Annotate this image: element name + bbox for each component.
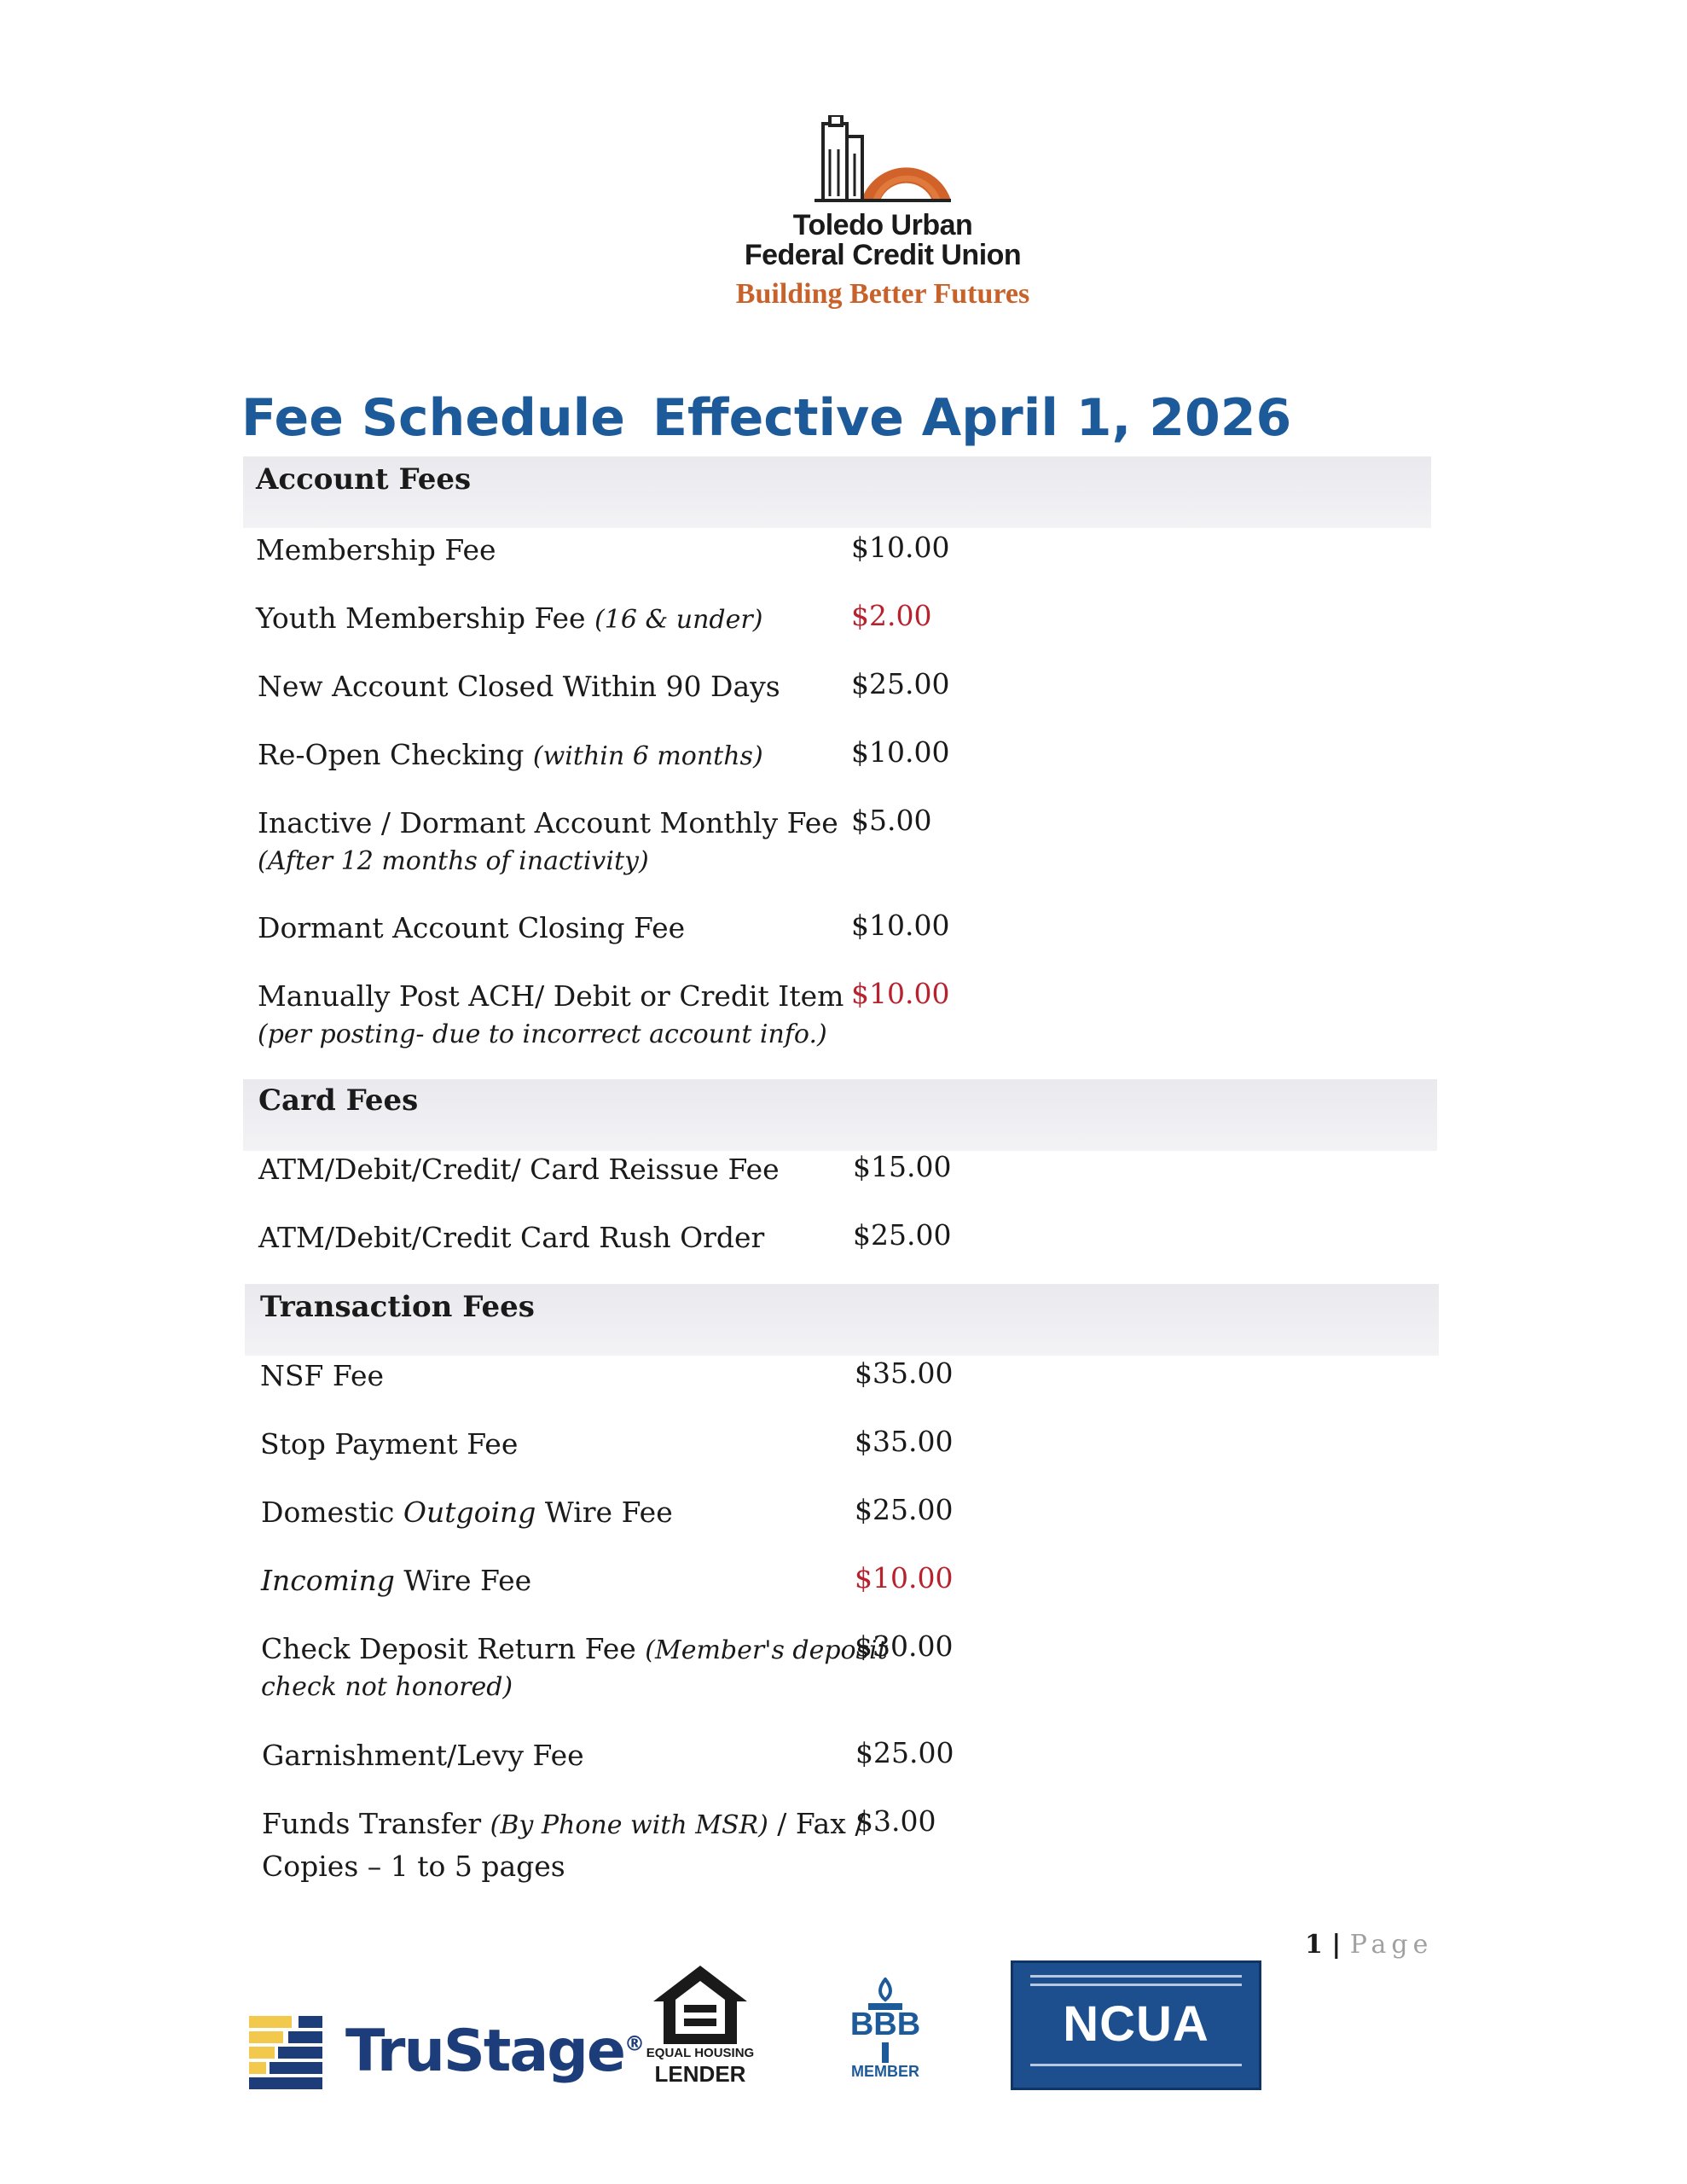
fee-label: Dormant Account Closing Fee: [258, 911, 686, 944]
fee-label: Funds Transfer (By Phone with MSR) / Fax /: [262, 1807, 865, 1840]
fee-label: Domestic Outgoing Wire Fee: [261, 1496, 673, 1529]
trustage-logo-text: TruStage®: [345, 2018, 644, 2085]
fee-amount: $10.00: [851, 977, 950, 1010]
fee-label: Membership Fee: [256, 533, 496, 566]
effective-date: Effective April 1, 2026: [652, 388, 1292, 448]
ncua-logo-text: NCUA: [1063, 1996, 1209, 2052]
fee-label: ATM/Debit/Credit/ Card Reissue Fee: [258, 1153, 780, 1186]
fee-label: Re-Open Checking (within 6 months): [258, 738, 763, 771]
org-name-line2: Federal Credit Union: [744, 239, 1022, 271]
fee-amount: $10.00: [851, 735, 950, 769]
section-heading-account: Account Fees: [256, 462, 472, 497]
fee-amount: $35.00: [855, 1425, 954, 1458]
fee-label: Check Deposit Return Fee (Member's deposit: [261, 1632, 888, 1665]
fee-note: check not honored): [261, 1672, 513, 1702]
bbb-logo-text: BBB: [849, 2007, 921, 2042]
fee-amount: $35.00: [855, 1356, 954, 1390]
section-band-card: [243, 1079, 1437, 1151]
fee-label: Stop Payment Fee: [260, 1427, 519, 1461]
fee-amount: $25.00: [853, 1218, 952, 1252]
fee-note: (per posting- due to incorrect account info.): [258, 1019, 827, 1049]
page-title: Fee Schedule: [241, 388, 625, 448]
fee-label: Inactive / Dormant Account Monthly Fee: [258, 806, 838, 839]
fee-label: Garnishment/Levy Fee: [262, 1739, 584, 1772]
fee-amount: $10.00: [851, 909, 950, 942]
fee-label-continued: Copies – 1 to 5 pages: [262, 1850, 565, 1883]
bbb-torch-stem: [882, 2042, 889, 2063]
ehl-line2: LENDER: [654, 2061, 746, 2087]
fee-amount: $25.00: [855, 1736, 954, 1769]
ncua-logo: [1011, 1960, 1261, 2090]
bbb-member-text: MEMBER: [851, 2063, 919, 2080]
fee-label: Youth Membership Fee (16 & under): [256, 601, 763, 635]
fee-amount: $3.00: [855, 1804, 936, 1838]
fee-amount: $30.00: [855, 1629, 954, 1663]
fee-label: Manually Post ACH/ Debit or Credit Item: [258, 979, 844, 1013]
fee-note: (After 12 months of inactivity): [258, 846, 649, 876]
page-number: 1 | Page: [1305, 1930, 1434, 1960]
equal-housing-icon: [650, 1962, 751, 2048]
fee-label: Incoming Wire Fee: [261, 1564, 532, 1597]
credit-union-logo-icon: [815, 115, 951, 209]
org-name-line1: Toledo Urban: [792, 209, 973, 241]
section-heading-card: Card Fees: [258, 1083, 419, 1118]
ncua-fineprint-line: [1030, 1984, 1242, 1986]
fee-amount: $10.00: [855, 1561, 954, 1594]
ncua-fineprint-line: [1030, 1975, 1242, 1978]
ncua-fineprint-line: [1030, 2064, 1242, 2066]
fee-amount: $25.00: [855, 1493, 954, 1526]
fee-label: ATM/Debit/Credit Card Rush Order: [258, 1221, 765, 1254]
fee-amount: $2.00: [851, 599, 932, 632]
trustage-logo-icon: [249, 2016, 322, 2091]
fee-amount: $15.00: [853, 1150, 952, 1183]
section-heading-transaction: Transaction Fees: [260, 1290, 535, 1324]
fee-amount: $5.00: [851, 804, 932, 837]
ehl-line1: EQUAL HOUSING: [646, 2046, 755, 2060]
tagline: Building Better Futures: [735, 278, 1030, 310]
fee-amount: $10.00: [851, 531, 950, 564]
fee-label: New Account Closed Within 90 Days: [258, 670, 780, 703]
fee-amount: $25.00: [851, 667, 950, 700]
fee-label: NSF Fee: [260, 1359, 385, 1392]
